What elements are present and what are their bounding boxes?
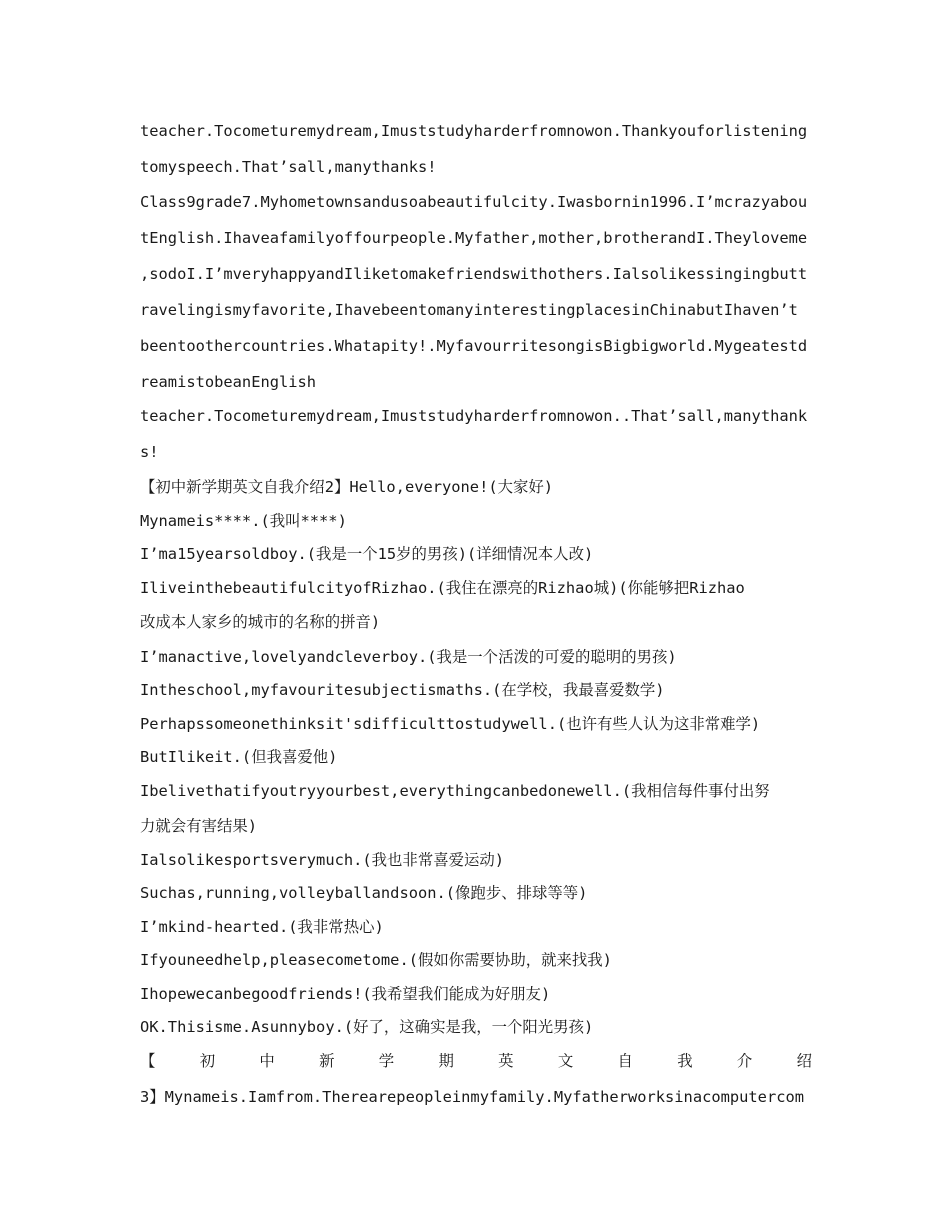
text-line: 改成本人家乡的城市的名称的拼音): [140, 613, 381, 631]
text-line: Intheschool,myfavouritesubjectismaths.(在学校，我最喜爱数学): [140, 681, 665, 699]
text-line: Suchas,running,volleyballandsoon.(像跑步、排球等等): [140, 884, 588, 902]
section-heading-3-spaced: [140, 1047, 812, 1075]
heading-char: 绍: [796, 1052, 812, 1070]
heading-char: 期: [438, 1052, 454, 1070]
text-line: I’mkind-hearted.(我非常热心): [140, 918, 384, 936]
text-line: ravelingismyfavorite,IhavebeentomanyinterestingplacesinChinabutIhaven’t: [140, 301, 798, 319]
text-line: ,sodoI.I’mveryhappyandIliketomakefriendswithothers.Ialsolikessingingbutt: [140, 265, 808, 283]
heading-char: 新: [319, 1052, 335, 1070]
text-line: Ibelivethatifyoutryyourbest,everythingcanbedonewell.(我相信每件事付出努: [140, 782, 770, 800]
text-line: teacher.Tocometuremydream,Imuststudyharderfromnowon.Thankyouforlistening: [140, 122, 808, 140]
text-line: Perhapssomeonethinksit'sdifficulttostudywell.(也许有些人认为这非常难学): [140, 715, 761, 733]
heading-char: 中: [259, 1052, 275, 1070]
text-line: 3】Mynameis.Iamfrom.Therearepeopleinmyfamily.Myfatherworksinacomputercom: [140, 1088, 805, 1106]
text-line: Ihopewecanbegoodfriends!(我希望我们能成为好朋友): [140, 985, 551, 1003]
heading-char: 英: [498, 1052, 514, 1070]
text-line: ButIlikeit.(但我喜爱他): [140, 748, 338, 766]
text-line: IliveinthebeautifulcityofRizhao.(我住在漂亮的Rizhao城)(你能够把Rizhao: [140, 579, 745, 597]
text-line: Ifyouneedhelp,pleasecometome.(假如你需要协助，就来找我): [140, 951, 612, 969]
heading-char: 自: [617, 1052, 633, 1070]
heading-char: 文: [557, 1052, 574, 1070]
heading-char: 介: [736, 1052, 753, 1070]
text-line: s!: [140, 443, 159, 461]
text-line: I’manactive,lovelyandcleverboy.(我是一个活泼的可爱的聪明的男孩): [140, 648, 677, 666]
heading-char: 初: [199, 1052, 216, 1070]
heading-char: 【: [140, 1052, 156, 1070]
text-line: OK.Thisisme.Asunnyboy.(好了，这确实是我，一个阳光男孩): [140, 1018, 594, 1036]
text-line: Class9grade7.Myhometownsandusoabeautifulcity.Iwasbornin1996.I’mcrazyabou: [140, 193, 808, 211]
heading-char: 我: [677, 1052, 693, 1070]
text-line: Mynameis****.(我叫****): [140, 512, 347, 530]
text-line: I’ma15yearsoldboy.(我是一个15岁的男孩)(详细情况本人改): [140, 545, 594, 563]
heading-char: 学: [378, 1052, 395, 1070]
section-heading-2: 【初中新学期英文自我介绍2】Hello,everyone!(大家好): [140, 478, 554, 496]
text-line: tEnglish.Ihaveafamilyoffourpeople.Myfather,mother,brotherandI.Theyloveme: [140, 229, 808, 247]
text-line: teacher.Tocometuremydream,Imuststudyharderfromnowon..That’sall,manythank: [140, 407, 808, 425]
text-line: 力就会有害结果): [140, 817, 258, 835]
text-line: Ialsolikesportsverymuch.(我也非常喜爱运动): [140, 851, 505, 869]
text-line: tomyspeech.That’sall,manythanks!: [140, 158, 437, 176]
text-line: reamistobeanEnglish: [140, 373, 317, 391]
text-line: beentoothercountries.Whatapity!.MyfavourritesongisBigbigworld.Mygeatestd: [140, 337, 808, 355]
